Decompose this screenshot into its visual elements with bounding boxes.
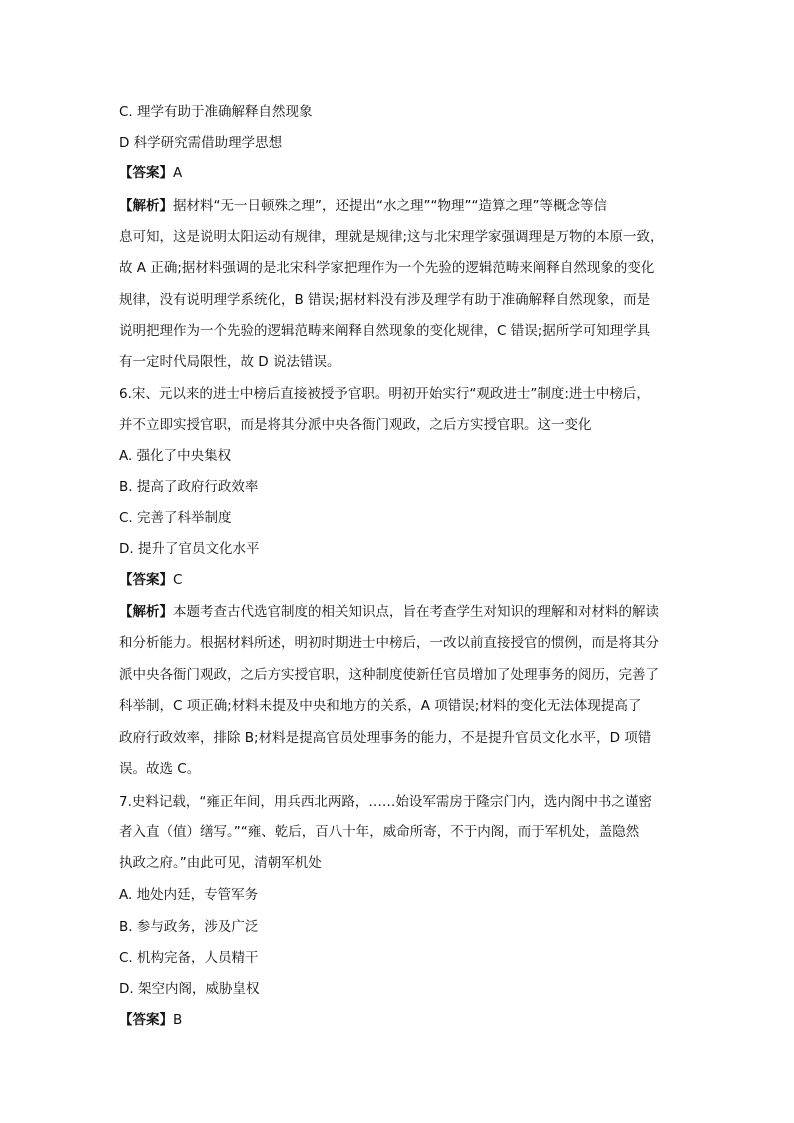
q7-option-a: A. 地处内廷，专管军务	[119, 887, 259, 903]
q6-stem-line-1: 6.宋、元以来的进士中榜后直接被授予官职。明初开始实行“观政进士”制度:进士中榜后，	[119, 386, 650, 402]
answer-value: A	[173, 165, 183, 181]
analysis-label: 【解析】	[119, 604, 173, 620]
q7-option-d: D. 架空内阁，威胁皇权	[119, 981, 260, 997]
q6-analysis-line-4: 科举制，C 项正确;材料未提及中央和地方的关系，A 项错误;材料的变化无法体现提高了	[119, 698, 642, 714]
answer-label: 【答案】	[119, 1012, 173, 1028]
q5-option-d: D 科学研究需借助理学思想	[119, 135, 283, 151]
q6-option-b: B. 提高了政府行政效率	[119, 479, 259, 495]
q5-analysis-line-2: 息可知，这是说明太阳运动有规律，理就是规律;这与北宋理学家强调理是万物的本原一致，	[119, 229, 664, 245]
q6-analysis-line-6: 误。故选 C。	[119, 761, 201, 777]
answer-value: C	[173, 572, 183, 588]
q7-stem-line-2: 者入直（值）缮写。”“雍、乾后，百八十年，威命所寄，不于内阁，而于军机处，盖隐然	[119, 824, 640, 840]
q5-analysis-line-6: 有一定时代局限性，故 D 说法错误。	[119, 354, 341, 370]
q7-stem-line-3: 执政之府。”由此可见，清朝军机处	[119, 855, 322, 871]
q5-option-c: C. 理学有助于准确解释自然现象	[119, 104, 313, 120]
q7-stem-line-1: 7.史料记载，“雍正年间，用兵西北两路，……始设军需房于隆宗门内，选内阁中书之谨密	[119, 794, 652, 810]
q5-analysis-line-4: 规律，没有说明理学系统化，B 错误;据材料没有涉及理学有助于准确解释自然现象，而是	[119, 292, 651, 308]
answer-value: B	[173, 1012, 183, 1028]
q7-answer	[119, 1010, 679, 1030]
q7-option-c: C. 机构完备，人员精干	[119, 950, 259, 966]
q6-stem-line-2: 并不立即实授官职，而是将其分派中央各衙门观政，之后方实授官职。这一变化	[119, 417, 592, 433]
q6-option-a: A. 强化了中央集权	[119, 448, 232, 464]
analysis-text: 据材料“无一日顿殊之理”，还提出“水之理”“物理”“造算之理”等概念等信	[173, 198, 607, 214]
q5-analysis-line-3: 故 A 正确;据材料强调的是北宋科学家把理作为一个先验的逻辑范畴来阐释自然现象的变化	[119, 260, 655, 276]
q6-answer	[119, 570, 679, 590]
q6-analysis-line-2: 和分析能力。根据材料所述，明初时期进士中榜后，一改以前直接授官的惯例，而是将其分	[119, 635, 659, 651]
answer-label: 【答案】	[119, 165, 173, 181]
q7-option-b: B. 参与政务，涉及广泛	[119, 919, 259, 935]
analysis-text: 本题考查古代选官制度的相关知识点，旨在考查学生对知识的理解和对材料的解读	[173, 604, 659, 620]
q5-answer	[119, 163, 679, 183]
q6-option-c: C. 完善了科举制度	[119, 510, 232, 526]
q6-option-d: D. 提升了官员文化水平	[119, 541, 260, 557]
q5-analysis-line-1	[119, 196, 679, 216]
q5-analysis-line-5: 说明把理作为一个先验的逻辑范畴来阐释自然现象的变化规律，C 错误;据所学可知理学具	[119, 323, 651, 339]
q6-analysis-line-3: 派中央各衙门观政，之后方实授官职，这种制度使新任官员增加了处理事务的阅历，完善了	[119, 667, 659, 683]
answer-label: 【答案】	[119, 572, 173, 588]
q6-analysis-line-1	[119, 602, 679, 622]
q6-analysis-line-5: 政府行政效率，排除 B;材料是提高官员处理事务的能力，不是提升官员文化水平，D 项错	[119, 730, 652, 746]
analysis-label: 【解析】	[119, 198, 173, 214]
